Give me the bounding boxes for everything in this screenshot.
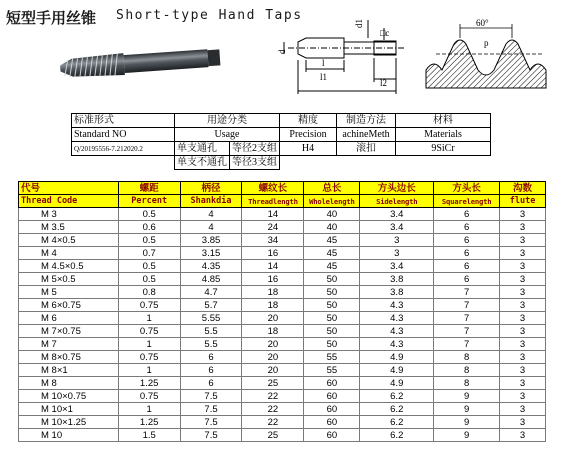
thread-profile-drawing <box>424 18 554 94</box>
cell-thread-length: 20 <box>242 364 304 377</box>
cell-side-length: 4.9 <box>360 351 434 364</box>
spec-header-material-en: Materials <box>396 128 491 142</box>
cell-side-length: 6.2 <box>360 403 434 416</box>
spec-material-value: 9SiCr <box>396 142 491 156</box>
cell-square-length: 7 <box>434 312 500 325</box>
cell-whole-length: 55 <box>304 351 360 364</box>
cell-square-length: 7 <box>434 286 500 299</box>
cell-pitch: 0.75 <box>118 351 180 364</box>
cell-side-length: 4.3 <box>360 312 434 325</box>
cell-shank-dia: 5.5 <box>180 338 242 351</box>
spec-precision-value: H4 <box>280 142 337 156</box>
cell-whole-length: 40 <box>304 221 360 234</box>
spec-usage-value: 等径3支组 <box>230 156 280 170</box>
cell-whole-length: 45 <box>304 234 360 247</box>
col-header-shank: 柄径 <box>180 182 242 195</box>
cell-thread-length: 18 <box>242 286 304 299</box>
cell-thread-length: 16 <box>242 273 304 286</box>
cell-pitch: 1.5 <box>118 429 180 442</box>
cell-shank-dia: 5.5 <box>180 325 242 338</box>
cell-shank-dia: 7.5 <box>180 403 242 416</box>
cell-square-length: 6 <box>434 208 500 221</box>
dim-label-d: d <box>277 49 287 54</box>
col-header-side-length: 方头边长 <box>360 182 434 195</box>
cell-shank-dia: 3.15 <box>180 247 242 260</box>
table-row <box>19 390 546 403</box>
cell-square-length: 9 <box>434 403 500 416</box>
table-row <box>19 208 546 221</box>
cell-thread-code: M 3.5 <box>19 221 119 234</box>
table-row <box>19 377 546 390</box>
cell-flute: 3 <box>500 234 546 247</box>
cell-square-length: 9 <box>434 390 500 403</box>
cell-square-length: 6 <box>434 221 500 234</box>
cell-thread-code: M 6×0.75 <box>19 299 119 312</box>
cell-flute: 3 <box>500 273 546 286</box>
cell-pitch: 1 <box>118 338 180 351</box>
cell-side-length: 4.3 <box>360 299 434 312</box>
col-header-whole-length-en: Wholelength <box>304 195 360 208</box>
cell-thread-code: M 8 <box>19 377 119 390</box>
cell-pitch: 0.7 <box>118 247 180 260</box>
spec-header-precision: 精度 <box>280 114 337 128</box>
spec-usage-value: 单支不通孔 <box>175 156 230 170</box>
cell-thread-length: 18 <box>242 299 304 312</box>
cell-thread-code: M 4×0.5 <box>19 234 119 247</box>
tap-size-table <box>18 181 546 442</box>
cell-flute: 3 <box>500 299 546 312</box>
table-row <box>19 234 546 247</box>
cell-side-length: 4.9 <box>360 364 434 377</box>
col-header-flute: 沟数 <box>500 182 546 195</box>
cell-thread-length: 25 <box>242 429 304 442</box>
table-row <box>19 221 546 234</box>
cell-side-length: 6.2 <box>360 390 434 403</box>
cell-whole-length: 50 <box>304 338 360 351</box>
dim-label-l: l <box>322 58 325 68</box>
table-row <box>19 273 546 286</box>
cell-thread-length: 22 <box>242 403 304 416</box>
cell-shank-dia: 7.5 <box>180 416 242 429</box>
dim-label-l2: l2 <box>380 78 388 88</box>
table-row <box>19 286 546 299</box>
table-row <box>19 351 546 364</box>
cell-thread-code: M 5×0.5 <box>19 273 119 286</box>
cell-flute: 3 <box>500 325 546 338</box>
cell-square-length: 6 <box>434 247 500 260</box>
cell-square-length: 6 <box>434 234 500 247</box>
cell-thread-length: 34 <box>242 234 304 247</box>
cell-pitch: 1.25 <box>118 377 180 390</box>
col-header-code: 代号 <box>19 182 119 195</box>
cell-side-length: 3.8 <box>360 273 434 286</box>
cell-flute: 3 <box>500 260 546 273</box>
cell-square-length: 6 <box>434 260 500 273</box>
tap-product-image <box>54 36 224 88</box>
table-row <box>19 429 546 442</box>
dim-label-d1: d1 <box>354 19 364 28</box>
cell-shank-dia: 5.55 <box>180 312 242 325</box>
cell-whole-length: 60 <box>304 390 360 403</box>
cell-flute: 3 <box>500 377 546 390</box>
cell-pitch: 0.75 <box>118 325 180 338</box>
cell-shank-dia: 4 <box>180 208 242 221</box>
table-row <box>19 364 546 377</box>
cell-whole-length: 40 <box>304 208 360 221</box>
cell-pitch: 1 <box>118 364 180 377</box>
cell-whole-length: 50 <box>304 325 360 338</box>
cell-shank-dia: 4.35 <box>180 260 242 273</box>
col-header-thread-length-en: Threadlength <box>242 195 304 208</box>
cell-thread-code: M 10×0.75 <box>19 390 119 403</box>
cell-shank-dia: 3.85 <box>180 234 242 247</box>
table-row <box>19 403 546 416</box>
cell-pitch: 0.5 <box>118 260 180 273</box>
cell-whole-length: 50 <box>304 299 360 312</box>
cell-shank-dia: 6 <box>180 364 242 377</box>
cell-thread-length: 24 <box>242 221 304 234</box>
cell-side-length: 4.9 <box>360 377 434 390</box>
cell-square-length: 9 <box>434 416 500 429</box>
cell-thread-code: M 4 <box>19 247 119 260</box>
cell-square-length: 8 <box>434 377 500 390</box>
table-row <box>19 260 546 273</box>
cell-flute: 3 <box>500 208 546 221</box>
cell-pitch: 0.6 <box>118 221 180 234</box>
table-row <box>19 299 546 312</box>
cell-flute: 3 <box>500 429 546 442</box>
cell-thread-code: M 10×1 <box>19 403 119 416</box>
cell-side-length: 3.8 <box>360 286 434 299</box>
cell-side-length: 3 <box>360 234 434 247</box>
cell-whole-length: 60 <box>304 403 360 416</box>
cell-pitch: 0.8 <box>118 286 180 299</box>
cell-flute: 3 <box>500 221 546 234</box>
cell-square-length: 7 <box>434 338 500 351</box>
col-header-whole-length: 总长 <box>304 182 360 195</box>
col-header-thread-length: 螺纹长 <box>242 182 304 195</box>
col-header-pitch-en: Percent <box>118 195 180 208</box>
table-row <box>19 312 546 325</box>
spec-header-usage-en: Usage <box>175 128 280 142</box>
cell-thread-code: M 10 <box>19 429 119 442</box>
cell-thread-length: 14 <box>242 260 304 273</box>
cell-pitch: 0.5 <box>118 234 180 247</box>
col-header-pitch: 螺距 <box>118 182 180 195</box>
cell-square-length: 6 <box>434 273 500 286</box>
cell-pitch: 0.5 <box>118 208 180 221</box>
cell-thread-length: 25 <box>242 377 304 390</box>
cell-pitch: 0.75 <box>118 299 180 312</box>
cell-whole-length: 60 <box>304 377 360 390</box>
cell-thread-length: 22 <box>242 390 304 403</box>
cell-flute: 3 <box>500 364 546 377</box>
cell-thread-code: M 5 <box>19 286 119 299</box>
cell-whole-length: 45 <box>304 247 360 260</box>
page-title-en: Short-type Hand Taps <box>116 8 303 23</box>
spec-header-method: 制造方法 <box>337 114 396 128</box>
cell-pitch: 1 <box>118 403 180 416</box>
cell-side-length: 3 <box>360 247 434 260</box>
tap-dimension-drawing <box>276 6 416 106</box>
cell-side-length: 3.4 <box>360 221 434 234</box>
cell-shank-dia: 7.5 <box>180 390 242 403</box>
cell-shank-dia: 4.7 <box>180 286 242 299</box>
cell-square-length: 8 <box>434 351 500 364</box>
cell-side-length: 4.3 <box>360 338 434 351</box>
cell-whole-length: 50 <box>304 286 360 299</box>
cell-flute: 3 <box>500 286 546 299</box>
table-row <box>19 338 546 351</box>
table-row <box>19 325 546 338</box>
cell-side-length: 6.2 <box>360 429 434 442</box>
cell-whole-length: 60 <box>304 429 360 442</box>
cell-flute: 3 <box>500 416 546 429</box>
cell-thread-code: M 6 <box>19 312 119 325</box>
cell-whole-length: 60 <box>304 416 360 429</box>
cell-thread-code: M 4.5×0.5 <box>19 260 119 273</box>
dim-label-l1: l1 <box>320 72 328 82</box>
cell-pitch: 1 <box>118 312 180 325</box>
cell-thread-code: M 8×1 <box>19 364 119 377</box>
spec-usage-value: 单支通孔 <box>175 142 230 156</box>
spec-empty-cell <box>280 156 491 170</box>
cell-square-length: 9 <box>434 429 500 442</box>
cell-square-length: 8 <box>434 364 500 377</box>
cell-flute: 3 <box>500 351 546 364</box>
cell-thread-length: 20 <box>242 338 304 351</box>
spec-standard-value: Q/20195556-7.212020.2 <box>72 142 175 156</box>
cell-thread-length: 22 <box>242 416 304 429</box>
cell-flute: 3 <box>500 338 546 351</box>
spec-usage-value: 等径2支组 <box>230 142 280 156</box>
cell-thread-code: M 7×0.75 <box>19 325 119 338</box>
page-title-cn: 短型手用丝锥 <box>6 10 97 27</box>
cell-square-length: 7 <box>434 299 500 312</box>
spec-header-method-en: achineMeth <box>337 128 396 142</box>
cell-side-length: 3.4 <box>360 260 434 273</box>
cell-thread-code: M 8×0.75 <box>19 351 119 364</box>
cell-flute: 3 <box>500 312 546 325</box>
dim-label-square: □c <box>380 28 390 38</box>
cell-shank-dia: 6 <box>180 377 242 390</box>
cell-thread-length: 16 <box>242 247 304 260</box>
spec-header-standard: 标准形式 <box>72 114 175 128</box>
spec-table <box>71 113 491 170</box>
col-header-square-length-en: Squarelength <box>434 195 500 208</box>
table-row <box>19 247 546 260</box>
cell-shank-dia: 6 <box>180 351 242 364</box>
cell-side-length: 3.4 <box>360 208 434 221</box>
thread-pitch-label: p <box>484 38 489 48</box>
cell-thread-length: 20 <box>242 351 304 364</box>
cell-side-length: 6.2 <box>360 416 434 429</box>
cell-shank-dia: 5.7 <box>180 299 242 312</box>
spec-header-usage: 用途分类 <box>175 114 280 128</box>
spec-method-value: 滚扣 <box>337 142 396 156</box>
spec-header-precision-en: Precision <box>280 128 337 142</box>
cell-thread-code: M 10×1.25 <box>19 416 119 429</box>
thread-angle-label: 60° <box>476 18 489 28</box>
col-header-side-length-en: Sidelength <box>360 195 434 208</box>
cell-whole-length: 50 <box>304 273 360 286</box>
cell-shank-dia: 4 <box>180 221 242 234</box>
col-header-flute-en: flute <box>500 195 546 208</box>
cell-pitch: 1.25 <box>118 416 180 429</box>
spec-header-material: 材料 <box>396 114 491 128</box>
cell-shank-dia: 4.85 <box>180 273 242 286</box>
col-header-square-length: 方头长 <box>434 182 500 195</box>
cell-pitch: 0.75 <box>118 390 180 403</box>
cell-thread-code: M 3 <box>19 208 119 221</box>
cell-pitch: 0.5 <box>118 273 180 286</box>
cell-thread-length: 20 <box>242 312 304 325</box>
spec-empty-cell <box>72 156 175 170</box>
cell-whole-length: 50 <box>304 312 360 325</box>
col-header-code-en: Thread Code <box>19 195 119 208</box>
cell-thread-code: M 7 <box>19 338 119 351</box>
col-header-shank-en: Shankdia <box>180 195 242 208</box>
cell-flute: 3 <box>500 390 546 403</box>
cell-whole-length: 45 <box>304 260 360 273</box>
cell-thread-length: 18 <box>242 325 304 338</box>
cell-whole-length: 55 <box>304 364 360 377</box>
cell-flute: 3 <box>500 247 546 260</box>
cell-flute: 3 <box>500 403 546 416</box>
cell-shank-dia: 7.5 <box>180 429 242 442</box>
cell-side-length: 4.3 <box>360 325 434 338</box>
table-row <box>19 416 546 429</box>
spec-header-standard-en: Standard NO <box>72 128 175 142</box>
cell-square-length: 7 <box>434 325 500 338</box>
cell-thread-length: 14 <box>242 208 304 221</box>
